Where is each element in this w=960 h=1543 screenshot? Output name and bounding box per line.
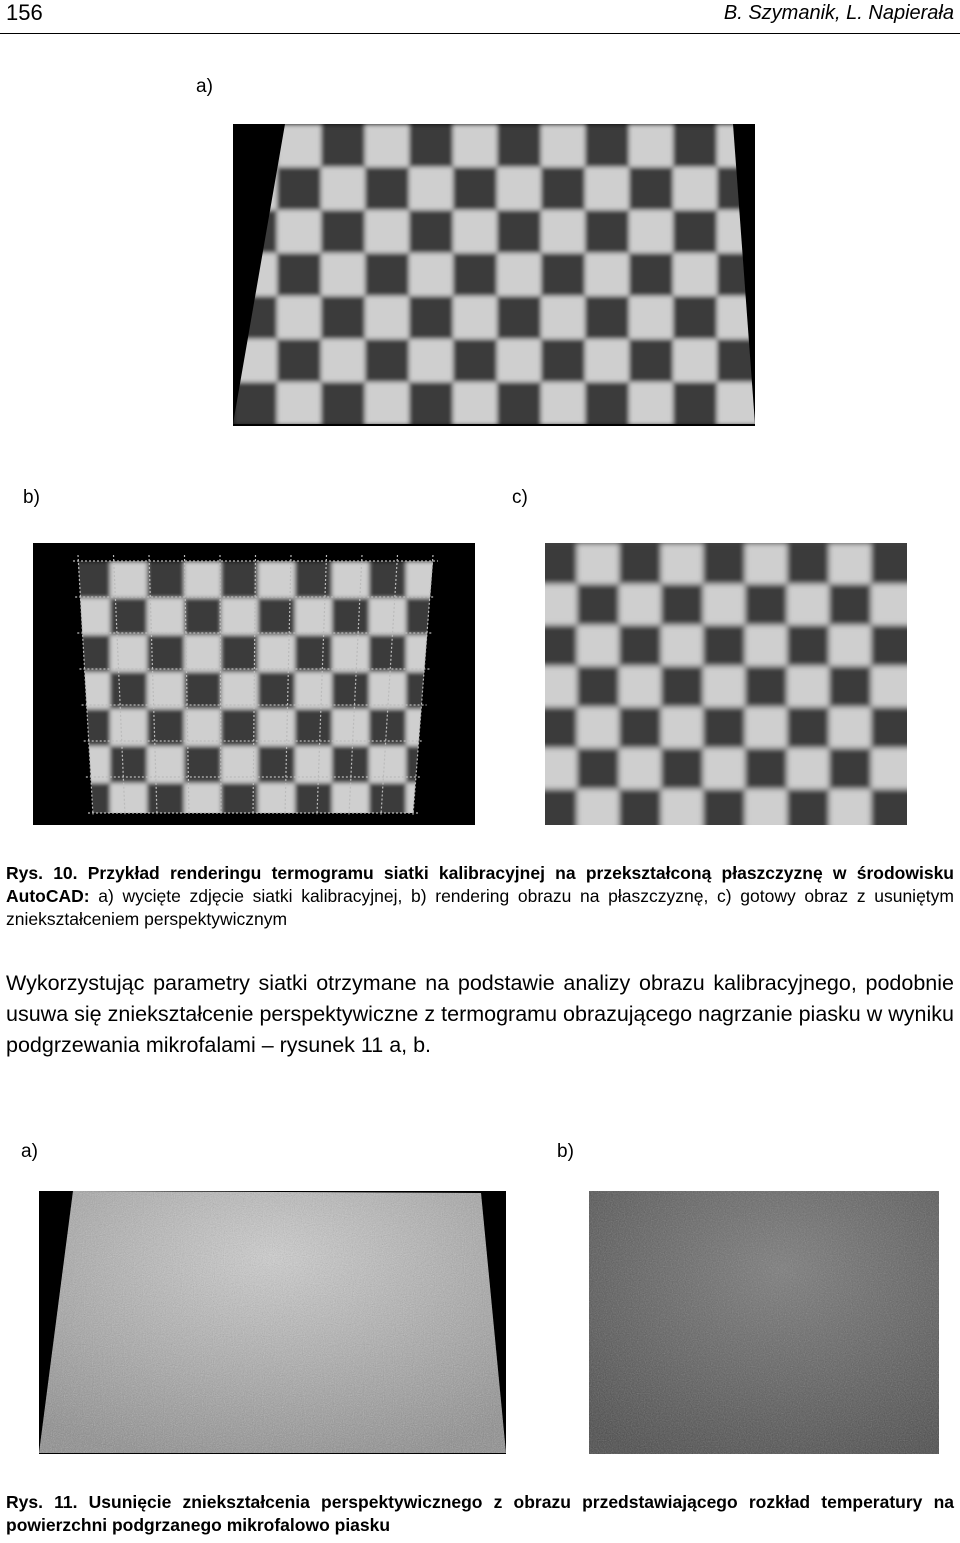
fig10b-checkerboard [73,561,444,821]
fig11b-image [589,1191,939,1454]
fig11-label-a: a) [21,1141,38,1162]
fig11a-image [39,1191,506,1454]
fig10a-image [233,124,755,426]
fig10-caption-bold: Rys. 10. Przykład renderingu termogramu siatki kalibracyjnej na przekształconą płaszczyznę w środowisku AutoCAD: [6,863,954,906]
running-head: B. Szymanik, L. Napierała [723,2,954,24]
fig11-label-b: b) [557,1141,574,1162]
fig10c-checkerboard [545,543,907,825]
page-header [0,0,960,34]
fig11-caption [6,1491,954,1537]
fig10-label-c: c) [512,487,528,508]
fig10-label-b: b) [23,487,40,508]
fig10a-checkerboard [233,124,755,426]
fig10c-image [545,543,907,825]
fig11-caption-text: Rys. 11. Usunięcie zniekształcenia perspektywicznego z obrazu przedstawiającego rozkład temperatury na powierzchni podgrzanego mikrofalowo piasku [6,1492,954,1535]
fig10b-image [33,543,475,825]
fig10-caption [6,862,954,931]
body-paragraph: Wykorzystując parametry siatki otrzymane na podstawie analizy obrazu kalibracyjnego, podobnie usuwa się zniekształcenie perspektywiczne z termogramu obrazującego nagrzanie piasku w wyniku podgrzewania mikrofalami – rysunek 11 a, b. [6,971,954,1057]
page-number: 156 [6,0,43,25]
fig10-label-a: a) [196,76,213,97]
fig10-caption-rest: a) wycięte zdjęcie siatki kalibracyjnej, b) rendering obrazu na płaszczyznę, c) gotowy obraz z usuniętym zniekształceniem perspektywicznym [6,886,954,929]
